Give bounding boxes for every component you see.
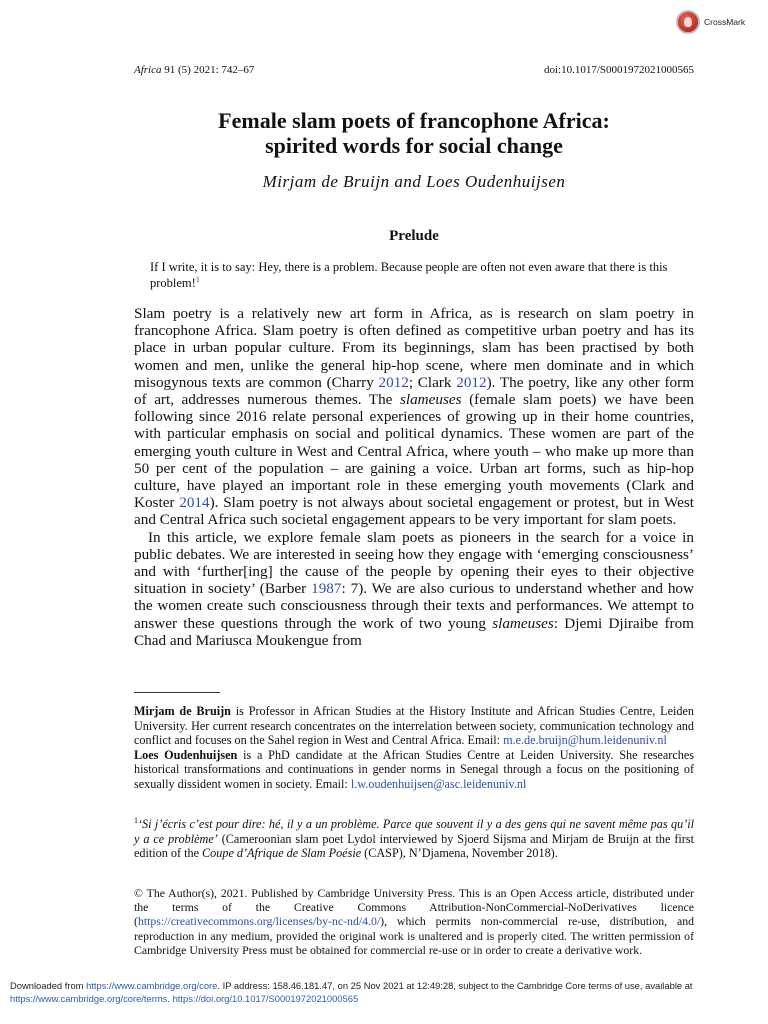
footnote-1 <box>134 817 694 861</box>
article-title <box>134 108 694 158</box>
crossmark-icon <box>676 10 700 34</box>
doi-link[interactable]: https://doi.org/10.1017/S0001972021000565 <box>172 993 359 1004</box>
footnote-divider <box>134 692 220 693</box>
body-text: ). The poetry, like any other form of art, addresses numerous themes. The <box>134 373 695 409</box>
title-line-2: spirited words for social change <box>265 133 563 158</box>
license-body: ), which permits non-commercial re-use, distribution, and reproduction in any medium, provided the original work is unaltered and is properly cited. The written permission of Cambridge University Press must be obtained for commercial re-use or in order to create a derivative work. <box>134 914 694 957</box>
prelude-heading: Prelude <box>389 228 439 244</box>
body-text: Slam poetry is a relatively new art form in Africa, as is research on slam poetry in francophone Africa. Slam poetry is often defined as competitive urban poetry and has its place in urban popular culture. From its beginnings, slam has been practised by both women and men, unlike the general hip-hop scene, where men dominate and in which misogynous texts are common (Charry <box>134 305 694 391</box>
citation-link[interactable]: 2012 <box>378 373 409 391</box>
body-paragraph <box>134 305 694 529</box>
license-text <box>134 886 694 957</box>
citation-link[interactable]: 2014 <box>179 494 210 512</box>
body-paragraph <box>134 529 694 649</box>
footer-text: Downloaded from <box>10 980 87 991</box>
download-footer <box>10 979 758 1005</box>
body-text: : Djemi Djiraibe from Chad and Mariusca Moukengue from <box>134 614 694 649</box>
prelude-epigraph <box>150 259 694 291</box>
title-line-1: Female slam poets of francophone Africa: <box>218 108 610 133</box>
body-text: ; Clark <box>408 373 457 391</box>
crossmark-badge[interactable] <box>676 10 745 34</box>
footnote-text <box>134 817 694 861</box>
footnote-emphasis: Coupe d’Afrique de Slam Poésie <box>202 846 362 861</box>
crossmark-label: CrossMark <box>704 17 746 27</box>
article-authors: Mirjam de Bruijn and Loes Oudenhuijsen <box>262 172 566 191</box>
author-note-1 <box>134 704 694 748</box>
footnote-mark: 1 <box>134 816 138 825</box>
body-text: ). Slam poetry is not always about societal engagement or protest, but in West and Central Africa such societal engagement appears to be very important for slam poets. <box>134 494 694 529</box>
footnote-body: (Cameroonian slam poet Lydol interviewed by Sjoerd Sijsma and Mirjam de Bruijn at the first edition of the <box>134 831 694 861</box>
body-text: In this article, we explore female slam poets as pioneers in the search for a voice in public debates. We are interested in seeing how they engage with ‘emerging consciousness’ and with ‘further[ing] the cause of the people by opening their eyes to their objective situation in society’ (Barber <box>134 528 694 598</box>
author-bio: is Professor in African Studies at the History Institute and African Studies Centre, Leiden University. Her current research concentrates on the interrelation between society, communication technology and conflict and focuses on the Sahel region in West and Central Africa. Email: <box>134 704 694 748</box>
journal-name: Africa <box>134 64 162 76</box>
email-link[interactable]: l.w.oudenhuijsen@asc.leidenuniv.nl <box>350 776 527 791</box>
article-body <box>134 305 694 649</box>
license-link[interactable]: https://creativecommons.org/licenses/by-nc-nd/4.0/ <box>137 914 381 929</box>
author-name: Mirjam de Bruijn <box>134 704 231 718</box>
footer-text: . <box>167 993 173 1004</box>
epigraph-text: If I write, it is to say: Hey, there is a problem. Because people are often not even aware that there is this problem! <box>150 260 668 290</box>
body-text: : 7). We are also curious to understand whether and how the women create such consciousness through their texts and performances. We attempt to answer these questions through the work of two young <box>134 580 694 632</box>
body-text: (female slam poets) we have been following since 2016 relate personal experiences of growing up in their home countries, with particular emphasis on social and political dynamics. These women are part of the emerging youth culture in West and Central Africa, where youth – who make up more than 50 per cent of the population – are gaining a voice. Urban art forms, such as hip-hop culture, have played an important role in these emerging youth movements (Clark and Koster <box>134 391 694 512</box>
running-header-doi: doi:10.1017/S0001972021000565 <box>543 64 694 76</box>
license-statement <box>134 886 694 957</box>
citation-link[interactable]: 2012 <box>456 373 487 391</box>
license-body: © The Author(s), 2021. Published by Cambridge University Press. This is an Open Access article, distributed under the terms of the Creative Commons Attribution-NonCommercial-NoDerivatives licence ( <box>134 886 694 929</box>
author-note-2 <box>134 748 694 792</box>
footer-text: . IP address: 158.46.181.47, on 25 Nov 2021 at 12:49:28, subject to the Cambridge Core terms of use, available at <box>217 980 693 991</box>
author-name: Loes Oudenhuijsen <box>134 747 238 762</box>
journal-volume: 91 (5) 2021: 742–67 <box>164 64 255 76</box>
footnote-body: (CASP), N’Djamena, November 2018). <box>361 846 558 861</box>
footnote-ref-1[interactable]: 1 <box>195 275 200 284</box>
author-notes <box>134 704 694 792</box>
emphasis-text: slameuses <box>399 391 462 409</box>
footnote-quote: ‘Si j’écris c’est pour dire: hé, il y a un problème. Parce que souvent il y a des gens qui ne savent même pas qu’il y a ce problème’ <box>134 817 694 846</box>
author-bio: is a PhD candidate at the African Studies Centre at Leiden University. She researches historical transformations and continuations in gender norms in Senegal through a focus on the positioning of sexually dissident women in society. Email: <box>134 747 695 791</box>
terms-link[interactable]: https://www.cambridge.org/core/terms <box>10 993 168 1004</box>
email-link[interactable]: m.e.de.bruijn@hum.leidenuniv.nl <box>503 733 667 748</box>
citation-link[interactable]: 1987 <box>311 580 342 598</box>
cambridge-core-link[interactable]: https://www.cambridge.org/core <box>86 980 218 991</box>
running-header-citation <box>134 64 254 76</box>
emphasis-text: slameuses <box>492 614 554 632</box>
